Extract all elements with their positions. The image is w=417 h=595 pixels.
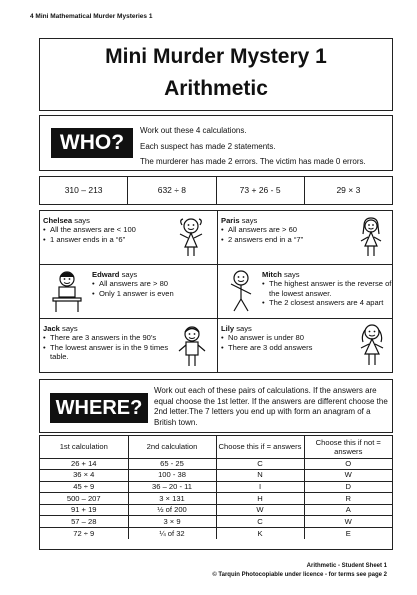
statement: • There are 3 odd answers: [221, 343, 355, 352]
table-header-row: [40, 436, 392, 458]
table-cell: 3 × 9: [128, 516, 216, 528]
table-row: [40, 493, 392, 505]
suspect-lily: [218, 319, 395, 373]
suspect-name: Mitch: [262, 270, 282, 279]
suspect-chelsea: [40, 211, 217, 265]
calculation: 73 + 26 - 5: [217, 177, 305, 204]
statement: • The lowest answer is in the 9 times table.: [43, 343, 177, 362]
table-cell: H: [216, 493, 304, 505]
table-cell: O: [304, 458, 392, 470]
table-cell: 500 – 207: [40, 493, 128, 505]
says-label: says: [74, 216, 90, 225]
table-cell: 100 - 38: [128, 470, 216, 482]
suspect-name: Chelsea: [43, 216, 73, 225]
table-cell: 45 ÷ 9: [40, 481, 128, 493]
table-row: [40, 481, 392, 493]
table-cell: ¼ of 32: [128, 528, 216, 540]
girl-figure-icon: [356, 216, 386, 258]
table-row: [40, 516, 392, 528]
who-badge: WHO?: [51, 128, 133, 158]
table-row: [40, 458, 392, 470]
who-instructions: [39, 115, 393, 171]
table-cell: W: [304, 516, 392, 528]
page-title: Mini Murder Mystery 1: [105, 45, 327, 68]
table-cell: I: [216, 481, 304, 493]
statement: • No answer is under 80: [221, 333, 355, 342]
table-cell: 26 + 14: [40, 458, 128, 470]
table-cell: W: [304, 470, 392, 482]
calculations-row: [39, 176, 393, 205]
suspects-grid: [39, 210, 393, 373]
calculation: 29 × 3: [336, 185, 361, 195]
statement: • Only 1 answer is even: [92, 289, 214, 298]
table-cell: 91 + 19: [40, 504, 128, 516]
suspect-name: Paris: [221, 216, 240, 225]
table-row: [40, 470, 392, 482]
says-label: says: [236, 324, 252, 333]
girl-figure-icon: [356, 322, 388, 368]
says-label: says: [62, 324, 78, 333]
statement: • All answers are > 80: [92, 279, 214, 288]
who-line: Work out these 4 calculations.: [140, 126, 247, 135]
column-header: 1st calculation: [40, 436, 128, 458]
book-header: 4 Mini Mathematical Murder Mysteries 1: [30, 13, 153, 20]
boy-at-desk-icon: [50, 268, 84, 314]
table-cell: C: [216, 516, 304, 528]
suspect-paris: [218, 211, 395, 265]
suspect-name: Jack: [43, 324, 60, 333]
table-cell: C: [216, 458, 304, 470]
says-label: says: [121, 270, 138, 279]
table-cell: N: [216, 470, 304, 482]
boy-figure-icon: [226, 268, 256, 314]
where-badge: WHERE?: [50, 393, 148, 423]
suspect-name: Edward: [92, 270, 120, 279]
calculation: 632 ÷ 8: [128, 177, 216, 204]
statement: • 2 answers end in a “7”: [221, 235, 355, 244]
table-cell: D: [304, 481, 392, 493]
table-cell: 36 × 4: [40, 470, 128, 482]
column-header: Choose this if = answers: [216, 436, 304, 458]
column-header: 2nd calculation: [128, 436, 216, 458]
table-row: [40, 528, 392, 540]
says-label: says: [241, 216, 258, 225]
girl-figure-icon: [176, 216, 206, 258]
table-cell: K: [216, 528, 304, 540]
table-cell: E: [345, 528, 351, 538]
calculation-pairs-table: [39, 435, 393, 550]
pairs-table: [40, 436, 392, 539]
boy-figure-icon: [176, 324, 208, 368]
table-cell: W: [216, 504, 304, 516]
table-cell: 3 × 131: [128, 493, 216, 505]
table-cell: ½ of 200: [128, 504, 216, 516]
table-cell: 65 - 25: [128, 458, 216, 470]
calculation: 310 – 213: [40, 177, 128, 204]
statement: • There are 3 answers in the 90’s: [43, 333, 177, 342]
table-cell: 36 – 20 - 11: [128, 481, 216, 493]
statement: • The 2 closest answers are 4 apart: [262, 298, 393, 307]
table-cell: 57 – 28: [40, 516, 128, 528]
title-box: [39, 38, 393, 111]
table-cell: A: [304, 504, 392, 516]
suspect-name: Lily: [221, 324, 235, 333]
suspect-edward: [40, 265, 217, 319]
where-text: Work out each of these pairs of calculations. If the answers are equal choose the 1st letter. If the answers are different choose the 2nd letter.The 7 letters you end up with form an anagram of a British town.: [154, 386, 388, 427]
table-row: [40, 504, 392, 516]
footer-sheet-label: Arithmetic - Student Sheet 1: [306, 563, 387, 569]
statement: • 1 answer ends in a “6”: [43, 235, 177, 244]
suspect-jack: [40, 319, 217, 373]
page-subtitle: Arithmetic: [164, 77, 268, 100]
footer-copyright: © Tarquin Photocopiable under licence - for terms see page 2: [212, 572, 387, 578]
says-label: says: [283, 270, 300, 279]
suspect-mitch: [218, 265, 395, 319]
where-instructions: [39, 379, 393, 433]
table-cell: 72 ÷ 9: [40, 528, 128, 540]
statement: • All answers are > 60: [221, 225, 355, 234]
column-header: Choose this if not = answers: [304, 436, 392, 458]
table-cell: R: [304, 493, 392, 505]
who-text: [140, 123, 366, 170]
who-line: Each suspect has made 2 statements.: [140, 141, 276, 151]
statement: • All the answers are < 100: [43, 225, 177, 234]
who-line: The murderer has made 2 errors. The victim has made 0 errors.: [140, 157, 366, 166]
statement: • The highest answer is the reverse of the lowest answer.: [262, 279, 393, 298]
